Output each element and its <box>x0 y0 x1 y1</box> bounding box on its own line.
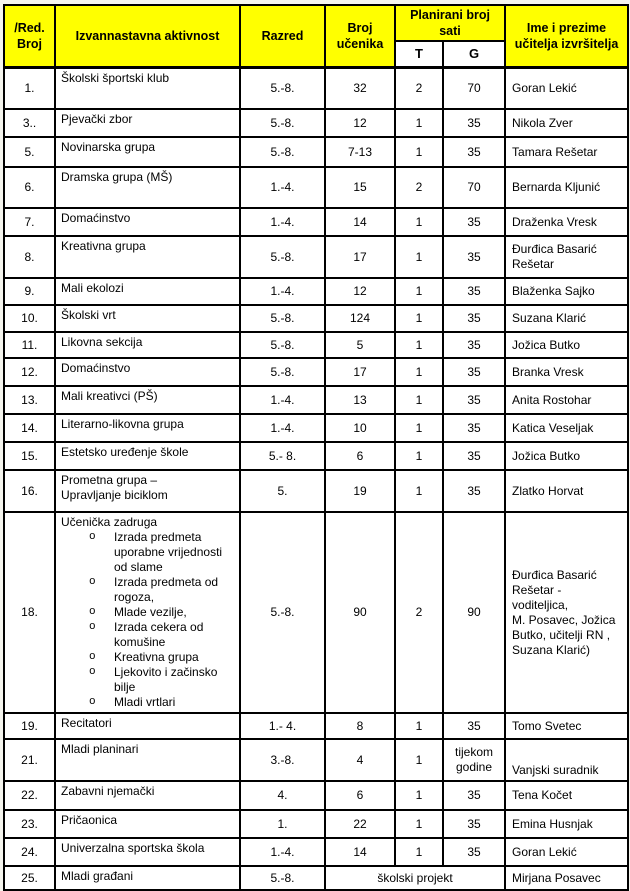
header-izvannastavna-aktivnost: Izvannastavna aktivnost <box>55 5 240 67</box>
row-number: 8. <box>4 236 55 278</box>
bullet-text: Izrada cekera od komušine <box>114 620 204 649</box>
teacher-cell: Branka Vresk <box>505 358 628 386</box>
hours-t-cell: 1 <box>395 358 443 386</box>
teacher-cell: Jožica Butko <box>505 442 628 470</box>
activity-cell: Mladi građani <box>55 866 240 890</box>
grade-cell: 5.-8. <box>240 866 325 890</box>
teacher-cell: Đurđica Basarić Rešetar <box>505 236 628 278</box>
activity-cell: Novinarska grupa <box>55 137 240 167</box>
hours-g-cell: 35 <box>443 781 505 810</box>
teacher-cell: Goran Lekić <box>505 838 628 866</box>
bullet-text: Izrada predmeta uporabne vrijednosti od slame <box>114 530 223 574</box>
grade-cell: 1.-4. <box>240 386 325 414</box>
hours-t-cell: 1 <box>395 739 443 781</box>
table-row <box>4 109 628 137</box>
header-row-main <box>4 5 628 41</box>
grade-cell: 1.-4. <box>240 838 325 866</box>
activity-cell: Kreativna grupa <box>55 236 240 278</box>
row-number: 21. <box>4 739 55 781</box>
grade-cell: 5.-8. <box>240 358 325 386</box>
bullet-marker-icon: o <box>89 606 96 618</box>
bullet-marker-icon: o <box>89 576 96 588</box>
hours-g-cell: 35 <box>443 278 505 305</box>
header-red-broj: /Red. Broj <box>4 5 55 67</box>
hours-g-cell: 35 <box>443 810 505 838</box>
hours-t-cell: 2 <box>395 512 443 713</box>
hours-t-cell: 1 <box>395 278 443 305</box>
hours-t-cell: 1 <box>395 838 443 866</box>
student-count-cell: 10 <box>325 414 395 442</box>
bullet-marker-icon: o <box>89 666 96 678</box>
bullet-item <box>61 575 235 605</box>
bullet-text: Mlade vezilje, <box>114 605 187 619</box>
hours-g-cell: 35 <box>443 236 505 278</box>
hours-t-cell: 2 <box>395 67 443 109</box>
student-count-cell: 17 <box>325 358 395 386</box>
activity-cell: Univerzalna sportska škola <box>55 838 240 866</box>
hours-t-cell: 1 <box>395 332 443 358</box>
row-number: 13. <box>4 386 55 414</box>
teacher-cell: Goran Lekić <box>505 67 628 109</box>
bullet-marker-icon: o <box>89 696 96 708</box>
bullet-text: Mladi vrtlari <box>114 695 176 709</box>
row-number: 15. <box>4 442 55 470</box>
grade-cell: 5.-8. <box>240 137 325 167</box>
activity-cell: Likovna sekcija <box>55 332 240 358</box>
activity-cell: Recitatori <box>55 713 240 739</box>
student-count-cell: 6 <box>325 442 395 470</box>
hours-g-cell: 70 <box>443 167 505 208</box>
row-number: 22. <box>4 781 55 810</box>
row-number: 5. <box>4 137 55 167</box>
student-count-cell: 4 <box>325 739 395 781</box>
row-number: 18. <box>4 512 55 713</box>
table-row <box>4 67 628 109</box>
activity-cell: Domaćinstvo <box>55 208 240 236</box>
bullet-item <box>61 665 235 695</box>
student-count-cell: 12 <box>325 109 395 137</box>
row-number: 16. <box>4 470 55 512</box>
activity-cell: Školski vrt <box>55 305 240 332</box>
row-number: 10. <box>4 305 55 332</box>
header-t-column: T <box>395 41 443 67</box>
student-count-cell: 90 <box>325 512 395 713</box>
bullet-marker-icon: o <box>89 651 96 663</box>
activity-cell: Mali ekolozi <box>55 278 240 305</box>
activity-cell: Zabavni njemački <box>55 781 240 810</box>
teacher-cell: Emina Husnjak <box>505 810 628 838</box>
project-span-cell: školski projekt <box>325 866 505 890</box>
row-number: 19. <box>4 713 55 739</box>
bullet-text: Izrada predmeta od rogoza, <box>114 575 219 604</box>
grade-cell: 4. <box>240 781 325 810</box>
grade-cell: 5.-8. <box>240 67 325 109</box>
row-number: 24. <box>4 838 55 866</box>
teacher-cell: Tena Kočet <box>505 781 628 810</box>
student-count-cell: 15 <box>325 167 395 208</box>
teacher-cell: Vanjski suradnik <box>505 739 628 781</box>
table-row <box>4 332 628 358</box>
activity-cell: Pjevački zbor <box>55 109 240 137</box>
bullet-item <box>61 650 235 665</box>
table-row <box>4 838 628 866</box>
hours-g-cell: 35 <box>443 386 505 414</box>
hours-g-cell: tijekom godine <box>443 739 505 781</box>
hours-g-cell: 35 <box>443 470 505 512</box>
hours-t-cell: 1 <box>395 713 443 739</box>
bullet-item <box>61 620 235 650</box>
student-count-cell: 6 <box>325 781 395 810</box>
table-header <box>4 5 628 67</box>
row-number: 23. <box>4 810 55 838</box>
table-row <box>4 386 628 414</box>
grade-cell: 3.-8. <box>240 739 325 781</box>
row-number: 1. <box>4 67 55 109</box>
table-row <box>4 810 628 838</box>
hours-g-cell: 90 <box>443 512 505 713</box>
teacher-cell: Nikola Zver <box>505 109 628 137</box>
row-number: 14. <box>4 414 55 442</box>
student-count-cell: 22 <box>325 810 395 838</box>
bullet-marker-icon: o <box>89 621 96 633</box>
teacher-cell: Suzana Klarić <box>505 305 628 332</box>
teacher-cell: Đurđica Basarić Rešetar - voditeljica, M. Posavec, Jožica Butko, učitelji RN , Suzana Klarić) <box>505 512 628 713</box>
teacher-cell: Tamara Rešetar <box>505 137 628 167</box>
student-count-cell: 7-13 <box>325 137 395 167</box>
hours-t-cell: 1 <box>395 305 443 332</box>
table-row <box>4 713 628 739</box>
row-number: 11. <box>4 332 55 358</box>
bullet-item <box>61 695 235 710</box>
activity-cell: Domaćinstvo <box>55 358 240 386</box>
hours-t-cell: 2 <box>395 167 443 208</box>
hours-g-cell: 35 <box>443 713 505 739</box>
bullet-item <box>61 530 235 575</box>
header-planirani-broj-sati: Planirani broj sati <box>395 5 505 41</box>
teacher-cell: Katica Veseljak <box>505 414 628 442</box>
grade-cell: 1.-4. <box>240 208 325 236</box>
hours-g-cell: 35 <box>443 208 505 236</box>
table-row <box>4 305 628 332</box>
hours-g-cell: 35 <box>443 358 505 386</box>
activity-cell: Mali kreativci (PŠ) <box>55 386 240 414</box>
student-count-cell: 19 <box>325 470 395 512</box>
grade-cell: 5.-8. <box>240 512 325 713</box>
hours-t-cell: 1 <box>395 236 443 278</box>
activity-title: Učenička zadruga <box>61 515 158 529</box>
student-count-cell: 12 <box>325 278 395 305</box>
grade-cell: 5.-8. <box>240 332 325 358</box>
bullet-text: Ljekovito i začinsko bilje <box>114 665 218 694</box>
teacher-cell: Draženka Vresk <box>505 208 628 236</box>
teacher-cell: Mirjana Posavec <box>505 866 628 890</box>
teacher-cell: Zlatko Horvat <box>505 470 628 512</box>
hours-t-cell: 1 <box>395 386 443 414</box>
table-row <box>4 739 628 781</box>
hours-g-cell: 35 <box>443 137 505 167</box>
student-count-cell: 5 <box>325 332 395 358</box>
hours-g-cell: 35 <box>443 838 505 866</box>
grade-cell: 5.-8. <box>240 236 325 278</box>
grade-cell: 5.-8. <box>240 305 325 332</box>
hours-t-cell: 1 <box>395 414 443 442</box>
student-count-cell: 17 <box>325 236 395 278</box>
grade-cell: 1.-4. <box>240 167 325 208</box>
table-row <box>4 208 628 236</box>
hours-g-cell: 35 <box>443 109 505 137</box>
activity-cell: Pričaonica <box>55 810 240 838</box>
hours-t-cell: 1 <box>395 781 443 810</box>
grade-cell: 5.- 8. <box>240 442 325 470</box>
activity-cell <box>55 512 240 713</box>
table-row <box>4 414 628 442</box>
hours-g-cell: 70 <box>443 67 505 109</box>
student-count-cell: 14 <box>325 838 395 866</box>
student-count-cell: 32 <box>325 67 395 109</box>
student-count-cell: 8 <box>325 713 395 739</box>
hours-g-cell: 35 <box>443 332 505 358</box>
row-number: 25. <box>4 866 55 890</box>
bullet-item <box>61 605 235 620</box>
header-razred: Razred <box>240 5 325 67</box>
header-g-column: G <box>443 41 505 67</box>
row-number: 9. <box>4 278 55 305</box>
table-row <box>4 781 628 810</box>
row-number: 6. <box>4 167 55 208</box>
bullet-marker-icon: o <box>89 531 96 543</box>
row-number: 12. <box>4 358 55 386</box>
table-row <box>4 167 628 208</box>
grade-cell: 5.-8. <box>240 109 325 137</box>
hours-g-cell: 35 <box>443 305 505 332</box>
student-count-cell: 124 <box>325 305 395 332</box>
activity-cell: Školski športski klub <box>55 67 240 109</box>
teacher-cell: Anita Rostohar <box>505 386 628 414</box>
grade-cell: 1.-4. <box>240 278 325 305</box>
table-row <box>4 512 628 713</box>
activity-cell: Prometna grupa – Upravljanje biciklom <box>55 470 240 512</box>
grade-cell: 1.-4. <box>240 414 325 442</box>
row-number: 7. <box>4 208 55 236</box>
teacher-cell: Tomo Svetec <box>505 713 628 739</box>
header-ime-prezime: Ime i prezime učitelja izvršitelja <box>505 5 628 67</box>
table-row <box>4 358 628 386</box>
hours-t-cell: 1 <box>395 810 443 838</box>
table-row <box>4 137 628 167</box>
teacher-cell: Bernarda Kljunić <box>505 167 628 208</box>
table-row <box>4 470 628 512</box>
hours-t-cell: 1 <box>395 470 443 512</box>
header-broj-ucenika: Broj učenika <box>325 5 395 67</box>
table-body <box>4 67 628 890</box>
grade-cell: 1.- 4. <box>240 713 325 739</box>
hours-g-cell: 35 <box>443 414 505 442</box>
bullet-text: Kreativna grupa <box>114 650 199 664</box>
grade-cell: 1. <box>240 810 325 838</box>
hours-t-cell: 1 <box>395 442 443 470</box>
teacher-cell: Jožica Butko <box>505 332 628 358</box>
grade-cell: 5. <box>240 470 325 512</box>
teacher-cell: Blaženka Sajko <box>505 278 628 305</box>
hours-g-cell: 35 <box>443 442 505 470</box>
table-row <box>4 866 628 890</box>
activity-cell: Estetsko uređenje škole <box>55 442 240 470</box>
hours-t-cell: 1 <box>395 109 443 137</box>
table-row <box>4 278 628 305</box>
hours-t-cell: 1 <box>395 137 443 167</box>
table-row <box>4 236 628 278</box>
activity-cell: Literarno-likovna grupa <box>55 414 240 442</box>
row-number: 3.. <box>4 109 55 137</box>
hours-t-cell: 1 <box>395 208 443 236</box>
student-count-cell: 14 <box>325 208 395 236</box>
activity-cell: Dramska grupa (MŠ) <box>55 167 240 208</box>
activity-cell: Mladi planinari <box>55 739 240 781</box>
student-count-cell: 13 <box>325 386 395 414</box>
table-row <box>4 442 628 470</box>
activities-table <box>3 4 629 891</box>
